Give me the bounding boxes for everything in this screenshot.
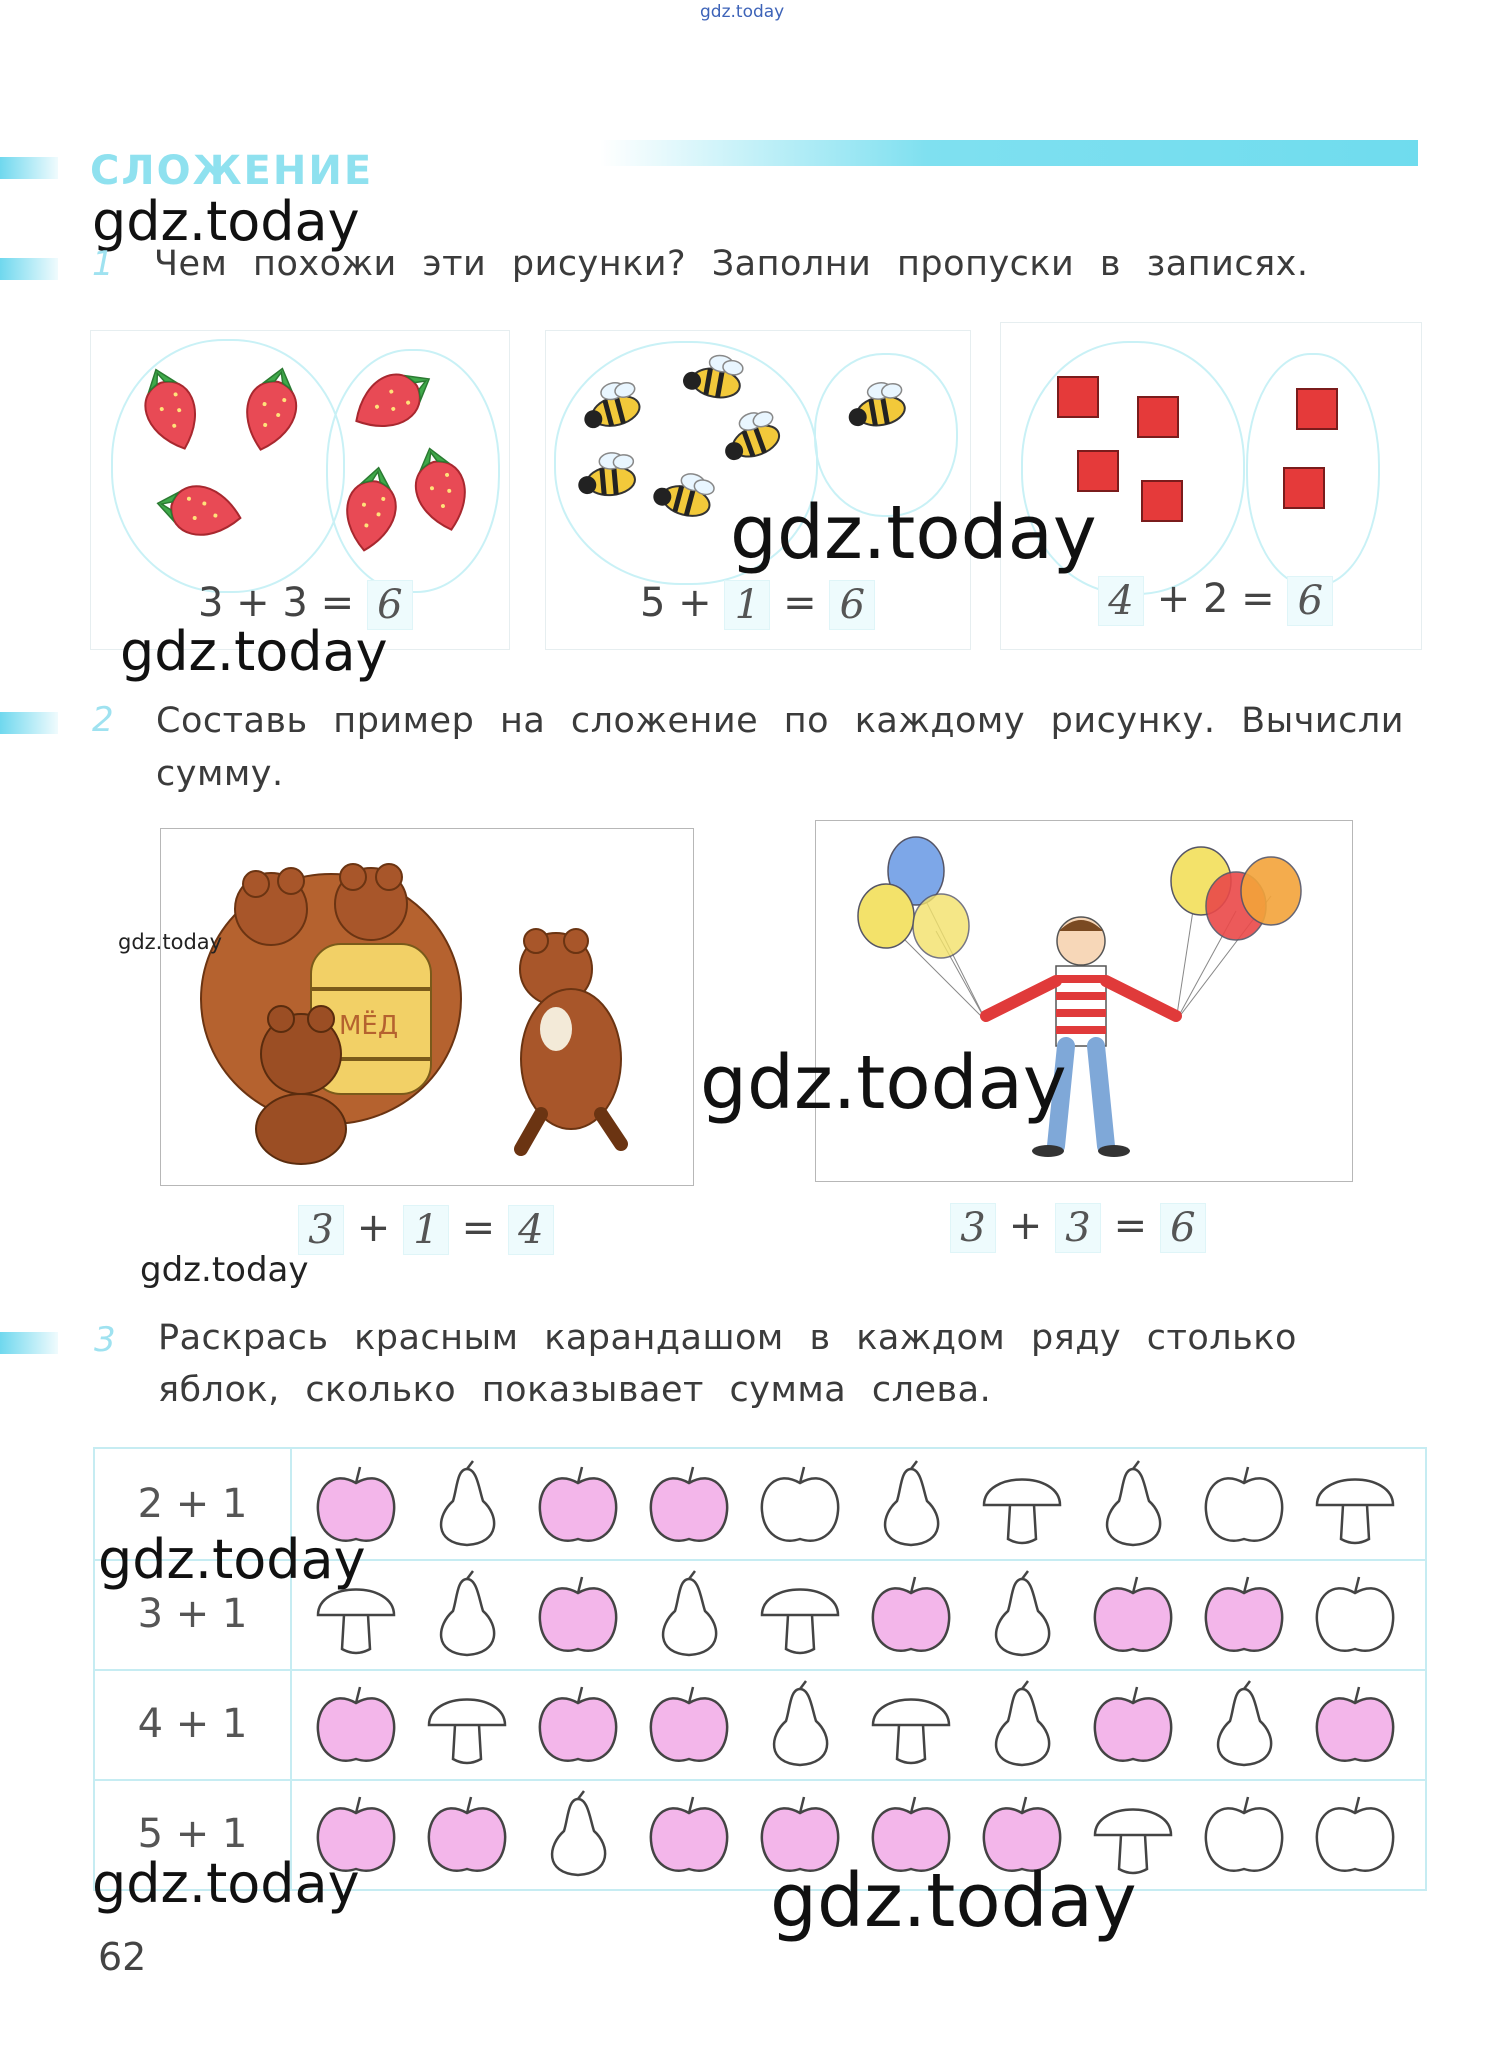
watermark: gdz.today bbox=[98, 1528, 366, 1591]
section-banner bbox=[600, 140, 1418, 166]
pear-icon[interactable] bbox=[976, 1679, 1068, 1771]
task2-equation-2: 3 + 3 = 6 bbox=[950, 1203, 1206, 1253]
answer-box[interactable]: 3 bbox=[950, 1203, 996, 1253]
task3-text-line1: Раскрась красным карандашом в каждом ряду столько bbox=[158, 1318, 1297, 1358]
mushroom-icon[interactable] bbox=[1309, 1459, 1401, 1551]
apple-colored-icon[interactable] bbox=[1087, 1569, 1179, 1661]
apple-colored-icon[interactable] bbox=[532, 1459, 624, 1551]
mushroom-icon[interactable] bbox=[754, 1569, 846, 1661]
apple-colored-icon[interactable] bbox=[1198, 1569, 1290, 1661]
task1-text: Чем похожи эти рисунки? Заполни пропуски в записях. bbox=[154, 244, 1309, 284]
answer-box[interactable]: 1 bbox=[724, 580, 770, 630]
apple-colored-icon[interactable] bbox=[310, 1679, 402, 1771]
pear-icon[interactable] bbox=[421, 1459, 513, 1551]
apple-icon[interactable] bbox=[754, 1459, 846, 1551]
apple-icon[interactable] bbox=[1198, 1789, 1290, 1881]
answer-box[interactable]: 6 bbox=[829, 580, 875, 630]
watermark: gdz.today bbox=[118, 930, 223, 954]
apple-icon[interactable] bbox=[1198, 1459, 1290, 1551]
pear-icon[interactable] bbox=[532, 1789, 624, 1881]
answer-box[interactable]: 1 bbox=[403, 1205, 449, 1255]
apple-colored-icon[interactable] bbox=[1309, 1679, 1401, 1771]
watermark: gdz.today bbox=[120, 620, 388, 683]
answer-box[interactable]: 6 bbox=[1287, 576, 1333, 626]
task1-equation-1: 3 + 3 = 6 bbox=[198, 580, 413, 630]
barrel-label: МЁД bbox=[339, 1011, 399, 1041]
answer-box[interactable]: 3 bbox=[298, 1205, 344, 1255]
task2-side-mark bbox=[0, 712, 58, 734]
row-label: 2 + 1 bbox=[95, 1449, 292, 1559]
task2-number: 2 bbox=[92, 700, 114, 740]
mushroom-icon[interactable] bbox=[421, 1679, 513, 1771]
apple-colored-icon[interactable] bbox=[532, 1569, 624, 1661]
row-label: 3 + 1 bbox=[95, 1559, 292, 1669]
answer-box[interactable]: 3 bbox=[1055, 1203, 1101, 1253]
apple-colored-icon[interactable] bbox=[865, 1569, 957, 1661]
row-label: 5 + 1 bbox=[95, 1779, 292, 1889]
balloons-picture bbox=[815, 820, 1353, 1182]
task1-equation-3: 4 + 2 = 6 bbox=[1098, 576, 1333, 626]
mushroom-icon[interactable] bbox=[976, 1459, 1068, 1551]
pear-icon[interactable] bbox=[1198, 1679, 1290, 1771]
answer-box[interactable]: 6 bbox=[367, 580, 413, 630]
answer-box[interactable]: 4 bbox=[508, 1205, 554, 1255]
task1-equation-2: 5 + 1 = 6 bbox=[640, 580, 875, 630]
apple-icon[interactable] bbox=[1309, 1789, 1401, 1881]
section-title: СЛОЖЕНИЕ bbox=[90, 148, 374, 194]
task3-text-line2: яблок, сколько показывает сумма слева. bbox=[158, 1370, 992, 1410]
task2-text-line2: сумму. bbox=[156, 754, 284, 794]
apple-colored-icon[interactable] bbox=[643, 1789, 735, 1881]
pear-icon[interactable] bbox=[421, 1569, 513, 1661]
mushroom-icon[interactable] bbox=[865, 1679, 957, 1771]
task2-equation-1: 3 + 1 = 4 bbox=[298, 1205, 554, 1255]
apple-icon[interactable] bbox=[1309, 1569, 1401, 1661]
task3-number: 3 bbox=[94, 1320, 116, 1360]
answer-box[interactable]: 4 bbox=[1098, 576, 1144, 626]
grid-row bbox=[95, 1669, 1425, 1781]
boy-balloons-illustration bbox=[816, 821, 1352, 1181]
fruit-grid bbox=[93, 1447, 1427, 1891]
bears-illustration bbox=[161, 829, 693, 1185]
watermark: gdz.today bbox=[730, 490, 1097, 576]
task2-text-line1: Составь пример на сложение по каждому рисунку. Вычисли bbox=[156, 701, 1405, 741]
section-side-mark bbox=[0, 157, 58, 179]
pear-icon[interactable] bbox=[754, 1679, 846, 1771]
page-number: 62 bbox=[98, 1935, 147, 1979]
apple-colored-icon[interactable] bbox=[1087, 1679, 1179, 1771]
apple-colored-icon[interactable] bbox=[532, 1679, 624, 1771]
apple-colored-icon[interactable] bbox=[421, 1789, 513, 1881]
pear-icon[interactable] bbox=[643, 1569, 735, 1661]
apple-colored-icon[interactable] bbox=[643, 1459, 735, 1551]
task3-side-mark bbox=[0, 1332, 58, 1354]
watermark: gdz.today bbox=[770, 1858, 1137, 1944]
answer-box[interactable]: 6 bbox=[1160, 1203, 1206, 1253]
task1-number: 1 bbox=[92, 244, 114, 284]
pear-icon[interactable] bbox=[1087, 1459, 1179, 1551]
task1-side-mark bbox=[0, 258, 58, 280]
watermark: gdz.today bbox=[92, 1852, 360, 1915]
watermark-top: gdz.today bbox=[700, 2, 785, 22]
apple-colored-icon[interactable] bbox=[643, 1679, 735, 1771]
row-label: 4 + 1 bbox=[95, 1669, 292, 1779]
watermark: gdz.today bbox=[700, 1040, 1067, 1126]
pear-icon[interactable] bbox=[865, 1459, 957, 1551]
pear-icon[interactable] bbox=[976, 1569, 1068, 1661]
bears-picture bbox=[160, 828, 694, 1186]
watermark: gdz.today bbox=[140, 1250, 309, 1290]
watermark: gdz.today bbox=[92, 190, 360, 253]
